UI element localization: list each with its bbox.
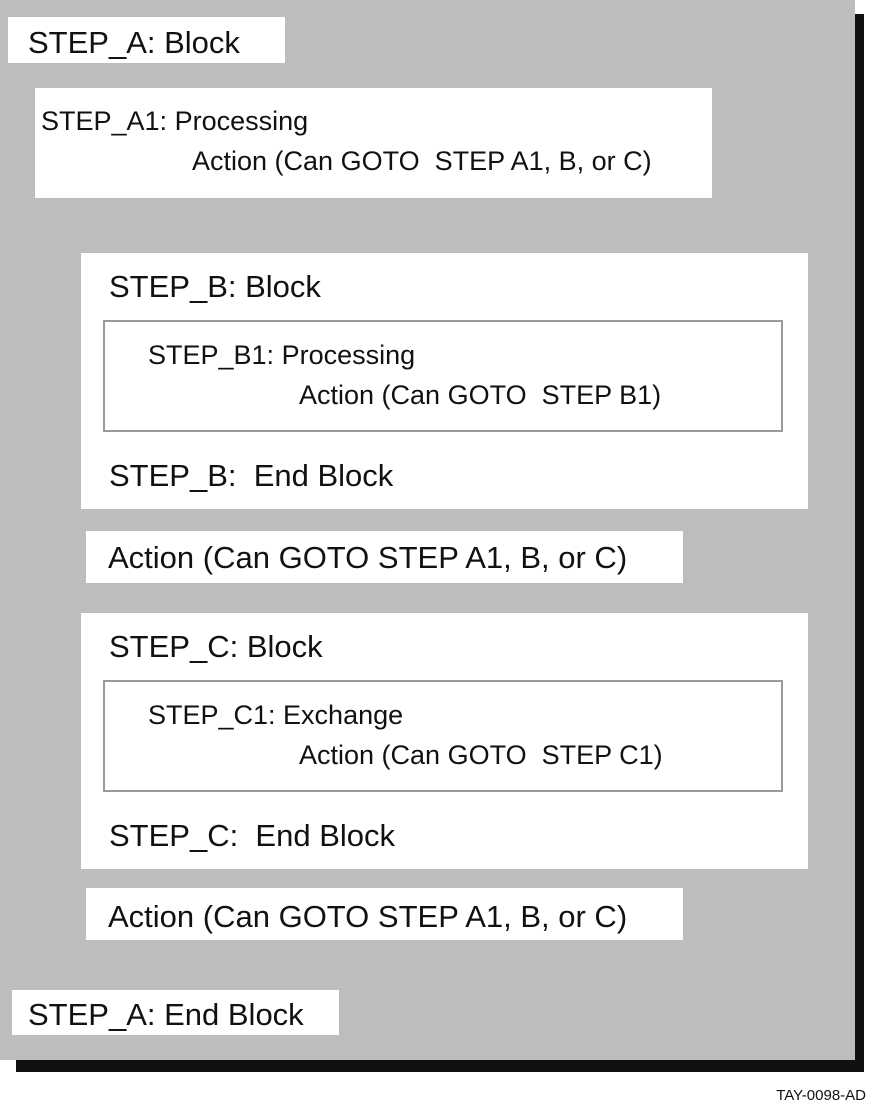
step-a-footer: STEP_A: End Block [28, 997, 304, 1032]
step-b-header: STEP_B: Block [109, 269, 321, 304]
step-b1-title: STEP_B1: Processing [148, 340, 416, 370]
step-a1-title: STEP_A1: Processing [41, 106, 309, 136]
figure-id: TAY-0098-AD [776, 1087, 866, 1104]
step-c1-box [103, 680, 783, 792]
step-b-footer: STEP_B: End Block [109, 458, 394, 493]
step-c1-title: STEP_C1: Exchange [148, 700, 404, 730]
step-a-footer-box [12, 990, 339, 1035]
step-a-header-box [8, 17, 285, 63]
step-a-header: STEP_A: Block [28, 25, 240, 60]
action-after-c: Action (Can GOTO STEP A1, B, or C) [108, 899, 628, 934]
step-b-block [81, 253, 808, 509]
action-after-c-box [86, 888, 683, 940]
step-b1-action: Action (Can GOTO STEP B1) [299, 380, 662, 410]
action-after-b-box [86, 531, 683, 583]
step-c1-action: Action (Can GOTO STEP C1) [299, 740, 663, 770]
step-b1-box [103, 320, 783, 432]
step-c-block [81, 613, 808, 869]
action-after-b: Action (Can GOTO STEP A1, B, or C) [108, 540, 628, 575]
step-a1-action: Action (Can GOTO STEP A1, B, or C) [192, 146, 652, 176]
step-c-footer: STEP_C: End Block [109, 818, 396, 853]
step-c-header: STEP_C: Block [109, 629, 323, 664]
step-a1-box [35, 88, 712, 198]
